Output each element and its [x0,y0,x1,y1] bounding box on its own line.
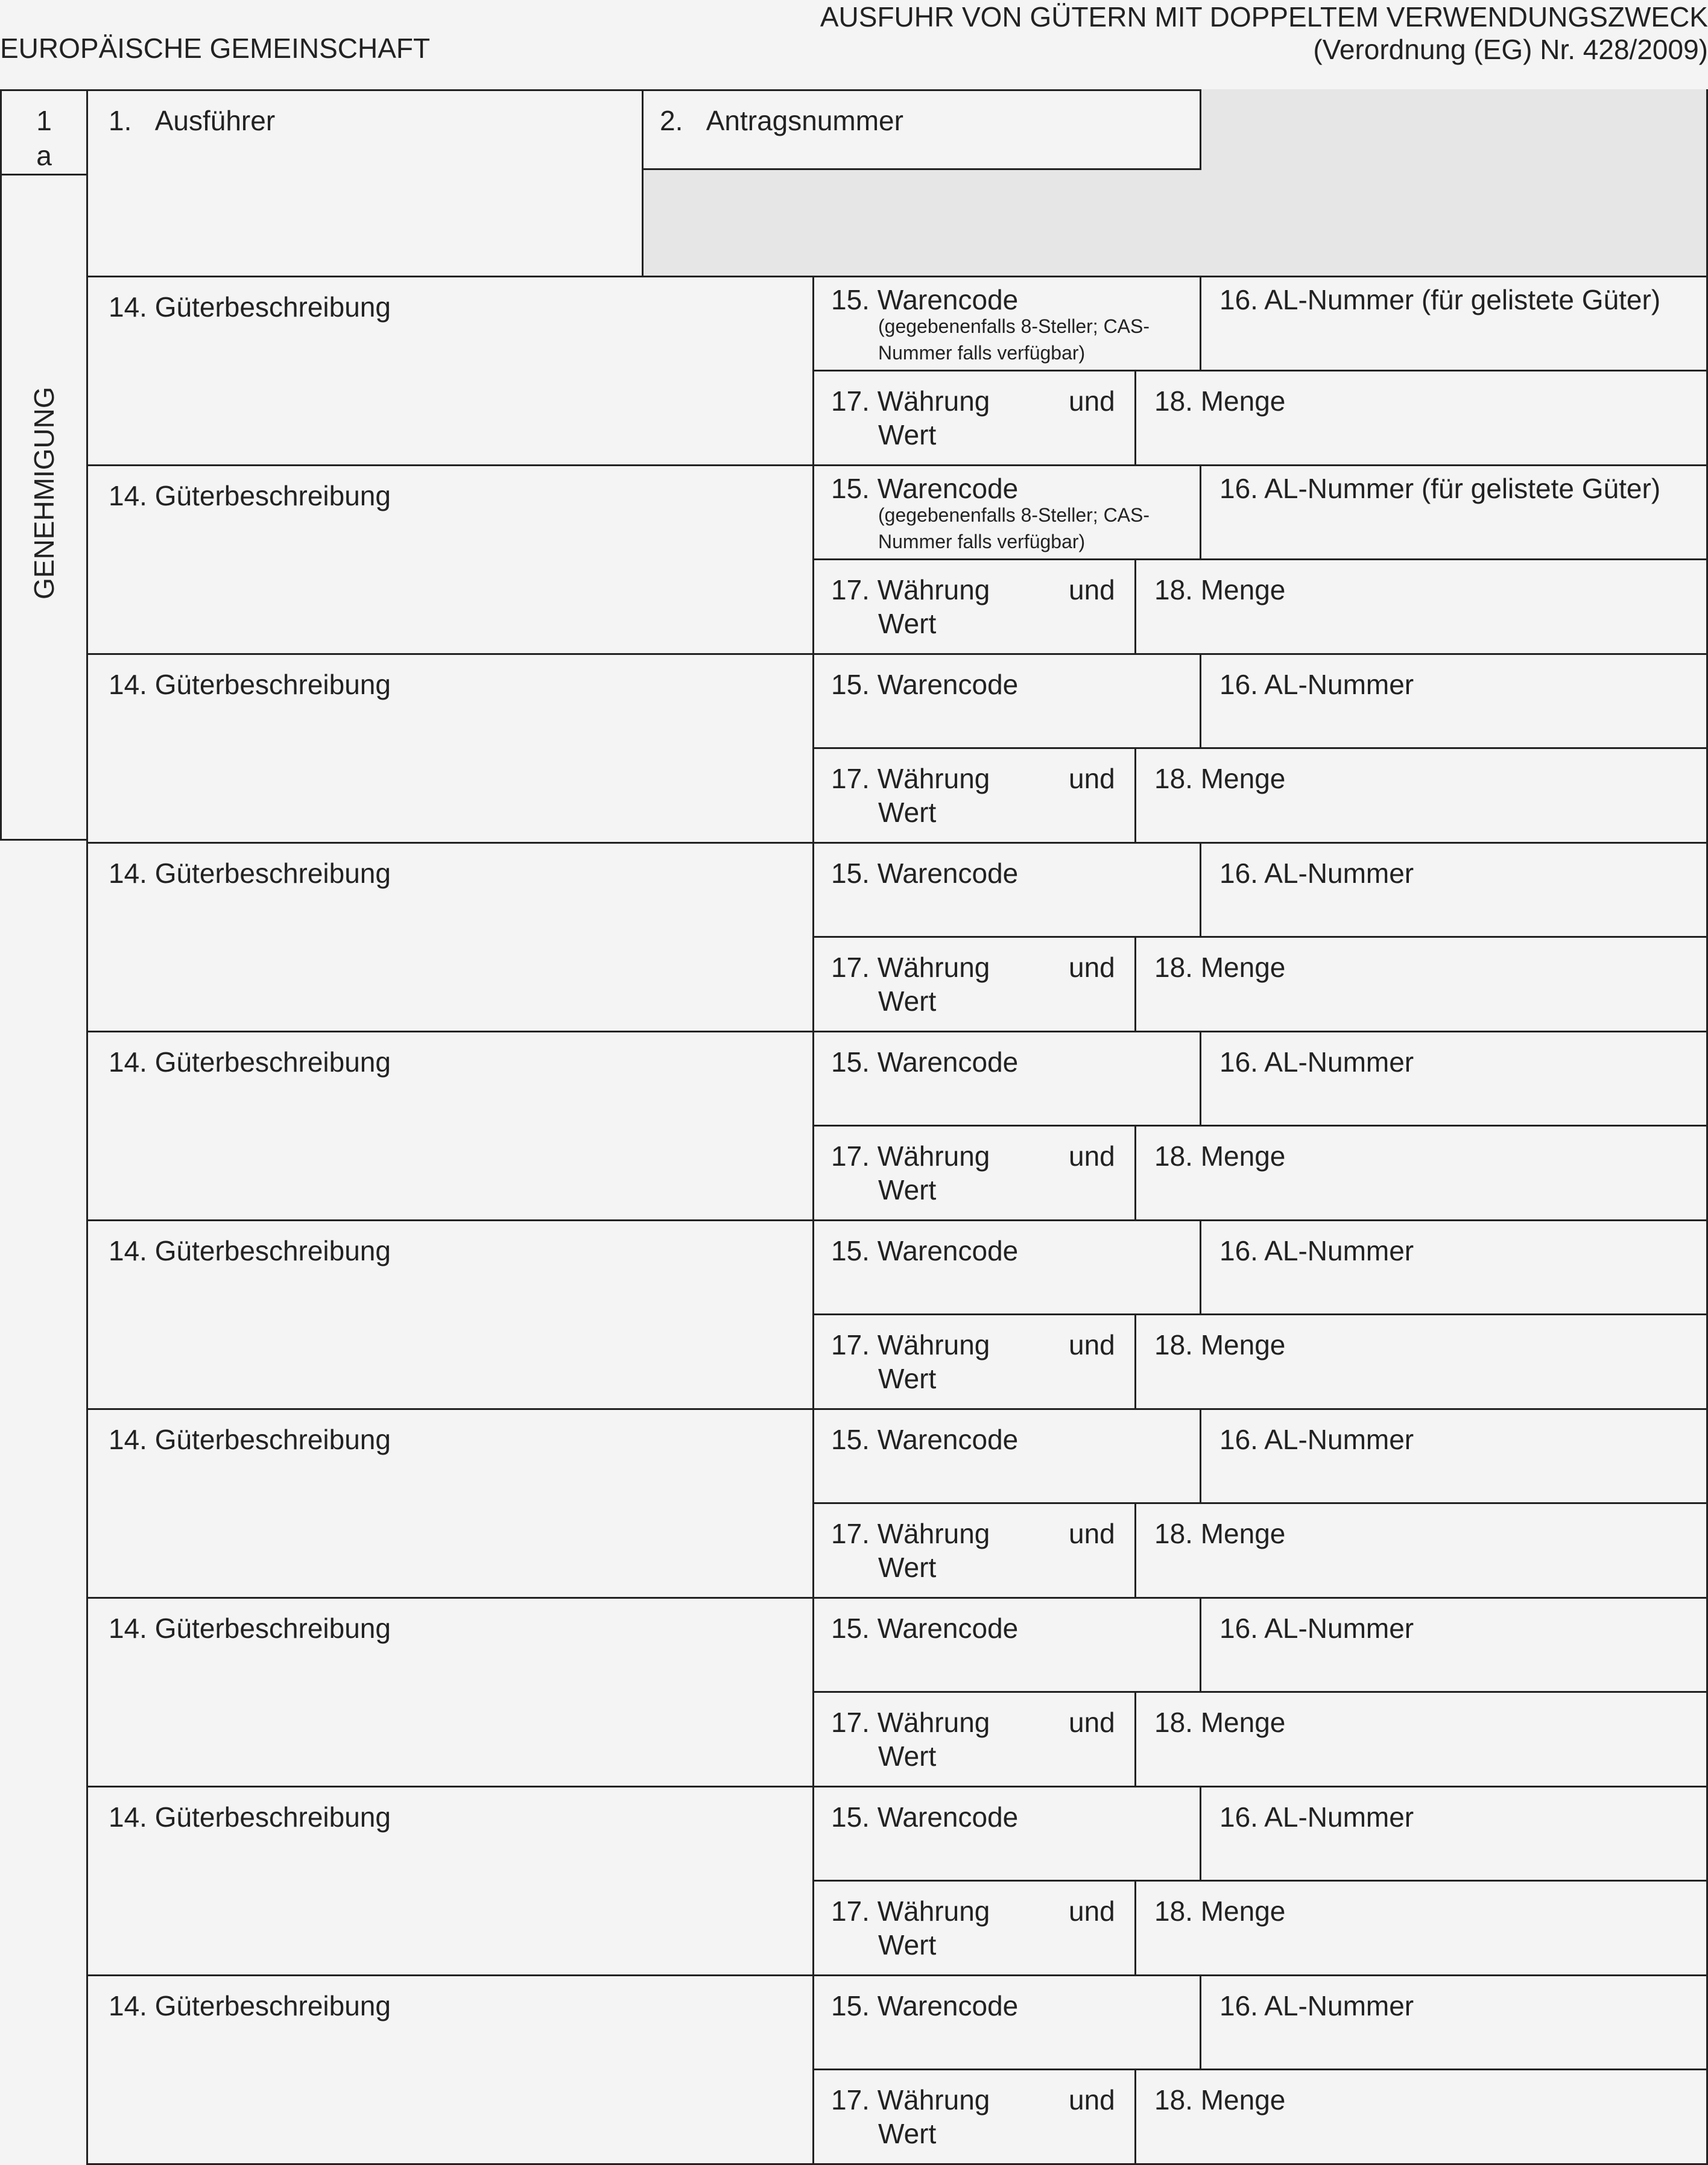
goods-currency-value-field[interactable] [813,1313,1135,1408]
goods-currency-und: und [1069,2084,1115,2116]
goods-quantity-field[interactable] [1135,1313,1708,1408]
goods-al-field[interactable] [1200,276,1708,370]
goods-description-field[interactable] [86,1597,813,1786]
goods-quantity-label: 18. Menge [1154,1140,1286,1172]
goods-code-field[interactable] [813,653,1200,747]
goods-currency-und: und [1069,574,1115,605]
goods-quantity-field[interactable] [1135,1691,1708,1786]
goods-value-label: Wert [878,1174,937,1206]
goods-currency-und: und [1069,1707,1115,1738]
goods-al-label: 16. AL-Nummer (für gelistete Güter) [1219,284,1661,315]
goods-description-field[interactable] [86,1786,813,1974]
goods-description-field[interactable] [86,1219,813,1408]
goods-currency-value-field[interactable] [813,1691,1135,1786]
goods-value-label: Wert [878,1740,937,1772]
goods-description-label: 14. Güterbeschreibung [109,858,391,889]
goods-quantity-label: 18. Menge [1154,1518,1286,1549]
goods-description-field[interactable] [86,1031,813,1219]
goods-code-field[interactable] [813,1408,1200,1502]
goods-code-field[interactable] [813,1974,1200,2069]
goods-al-field[interactable] [1200,464,1708,558]
goods-currency-label: 17. Währung [831,952,990,983]
goods-al-label: 16. AL-Nummer [1219,1235,1414,1266]
side-vertical-label: GENEHMIGUNG [28,387,60,599]
goods-code-label: 15. Warencode [831,1801,1019,1833]
goods-currency-label: 17. Währung [831,1707,990,1738]
goods-code-label: 15. Warencode [831,473,1019,504]
goods-code-label: 15. Warencode [831,1424,1019,1455]
header-right-title: AUSFUHR VON GÜTERN MIT DOPPELTEM VERWENDUNGSZWECK [820,1,1708,33]
box-letter: a [36,140,52,171]
goods-quantity-field[interactable] [1135,1502,1708,1597]
goods-description-field[interactable] [86,1408,813,1597]
goods-al-label: 16. AL-Nummer [1219,1801,1414,1833]
goods-quantity-label: 18. Menge [1154,1329,1286,1361]
goods-code-label: 15. Warencode [831,858,1019,889]
goods-quantity-field[interactable] [1135,1125,1708,1219]
header-regulation: (Verordnung (EG) Nr. 428/2009) [1313,34,1708,65]
goods-al-label: 16. AL-Nummer [1219,669,1414,700]
goods-al-field[interactable] [1200,842,1708,936]
box-number: 1 [36,105,52,136]
goods-currency-und: und [1069,1329,1115,1361]
goods-currency-value-field[interactable] [813,370,1135,464]
goods-code-field[interactable] [813,1031,1200,1125]
goods-al-field[interactable] [1200,1786,1708,1880]
goods-description-label: 14. Güterbeschreibung [109,480,391,511]
goods-value-label: Wert [878,1929,937,1961]
goods-quantity-label: 18. Menge [1154,1707,1286,1738]
goods-al-field[interactable] [1200,1219,1708,1313]
goods-description-label: 14. Güterbeschreibung [109,1801,391,1833]
goods-al-label: 16. AL-Nummer [1219,1990,1414,2021]
goods-description-label: 14. Güterbeschreibung [109,669,391,700]
goods-description-label: 14. Güterbeschreibung [109,1046,391,1078]
exporter-label: 1. Ausführer [109,105,276,136]
goods-al-field[interactable] [1200,1031,1708,1125]
goods-currency-value-field[interactable] [813,936,1135,1031]
goods-currency-und: und [1069,763,1115,794]
goods-al-label: 16. AL-Nummer [1219,858,1414,889]
goods-currency-und: und [1069,1895,1115,1927]
goods-quantity-field[interactable] [1135,558,1708,653]
goods-currency-value-field[interactable] [813,1502,1135,1597]
goods-currency-und: und [1069,385,1115,417]
goods-currency-und: und [1069,1518,1115,1549]
goods-code-field[interactable] [813,276,1200,370]
goods-quantity-label: 18. Menge [1154,1895,1286,1927]
goods-al-label: 16. AL-Nummer [1219,1046,1414,1078]
side-column-divider [0,174,88,175]
goods-description-field[interactable] [86,1974,813,2163]
goods-code-field[interactable] [813,842,1200,936]
goods-currency-und: und [1069,1140,1115,1172]
goods-al-label: 16. AL-Nummer [1219,1424,1414,1455]
goods-al-field[interactable] [1200,1408,1708,1502]
goods-quantity-field[interactable] [1135,1880,1708,1974]
goods-code-field[interactable] [813,1786,1200,1880]
goods-currency-label: 17. Währung [831,1895,990,1927]
goods-description-field[interactable] [86,653,813,842]
goods-code-label: 15. Warencode [831,1990,1019,2021]
goods-al-label: 16. AL-Nummer [1219,1613,1414,1644]
goods-currency-value-field[interactable] [813,558,1135,653]
goods-description-field[interactable] [86,464,813,653]
goods-description-label: 14. Güterbeschreibung [109,1235,391,1266]
goods-description-label: 14. Güterbeschreibung [109,1990,391,2021]
goods-quantity-field[interactable] [1135,936,1708,1031]
goods-code-note: (gegebenenfalls 8-Steller; CAS-Nummer falls verfügbar) [878,504,1150,552]
goods-code-note: (gegebenenfalls 8-Steller; CAS-Nummer falls verfügbar) [878,315,1150,364]
goods-value-label: Wert [878,2118,937,2149]
goods-code-label: 15. Warencode [831,1235,1019,1266]
goods-value-label: Wert [878,1552,937,1583]
goods-code-label: 15. Warencode [831,1613,1019,1644]
goods-currency-label: 17. Währung [831,2084,990,2116]
goods-quantity-label: 18. Menge [1154,952,1286,983]
goods-code-label: 15. Warencode [831,669,1019,700]
goods-quantity-label: 18. Menge [1154,574,1286,605]
goods-currency-value-field[interactable] [813,1880,1135,1974]
goods-al-label: 16. AL-Nummer (für gelistete Güter) [1219,473,1661,504]
goods-description-label: 14. Güterbeschreibung [109,1424,391,1455]
goods-value-label: Wert [878,797,937,828]
goods-value-label: Wert [878,608,937,639]
goods-currency-label: 17. Währung [831,1329,990,1361]
goods-quantity-label: 18. Menge [1154,385,1286,417]
application-number-label: 2. Antragsnummer [660,105,903,136]
goods-al-field[interactable] [1200,1974,1708,2069]
goods-quantity-field[interactable] [1135,747,1708,842]
goods-code-field[interactable] [813,464,1200,558]
goods-quantity-field[interactable] [1135,370,1708,464]
goods-description-label: 14. Güterbeschreibung [109,1613,391,1644]
goods-currency-label: 17. Währung [831,574,990,605]
goods-currency-label: 17. Währung [831,1518,990,1549]
goods-description-label: 14. Güterbeschreibung [109,291,391,323]
goods-currency-label: 17. Währung [831,763,990,794]
goods-al-field[interactable] [1200,1597,1708,1691]
goods-code-label: 15. Warencode [831,1046,1019,1078]
goods-description-field[interactable] [86,276,813,464]
goods-quantity-field[interactable] [1135,2069,1708,2163]
goods-currency-value-field[interactable] [813,747,1135,842]
goods-value-label: Wert [878,1363,937,1394]
goods-currency-und: und [1069,952,1115,983]
header-left-title: EUROPÄISCHE GEMEINSCHAFT [0,33,431,64]
goods-quantity-label: 18. Menge [1154,2084,1286,2116]
goods-currency-label: 17. Währung [831,385,990,417]
goods-al-field[interactable] [1200,653,1708,747]
goods-code-label: 15. Warencode [831,284,1019,315]
goods-description-field[interactable] [86,842,813,1031]
goods-value-label: Wert [878,419,937,450]
goods-currency-value-field[interactable] [813,1125,1135,1219]
goods-code-field[interactable] [813,1597,1200,1691]
goods-value-label: Wert [878,985,937,1017]
goods-code-field[interactable] [813,1219,1200,1313]
goods-quantity-label: 18. Menge [1154,763,1286,794]
goods-currency-label: 17. Währung [831,1140,990,1172]
goods-currency-value-field[interactable] [813,2069,1135,2163]
